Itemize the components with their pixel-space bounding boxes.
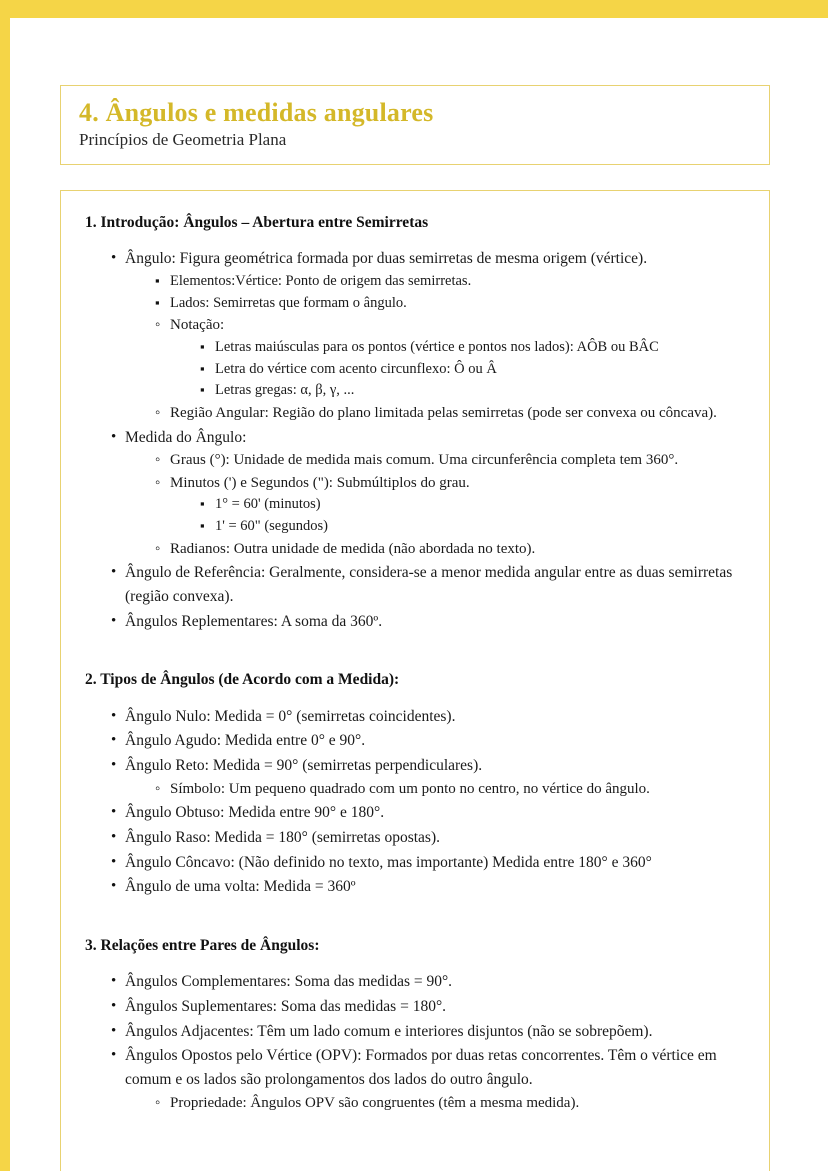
list-item xyxy=(111,426,743,561)
list-item xyxy=(111,995,743,1019)
list-item xyxy=(200,494,743,516)
sublist xyxy=(125,1092,743,1115)
list-item xyxy=(111,1044,743,1114)
list-item xyxy=(155,472,743,538)
section-heading-1: 1. Introdução: Ângulos – Abertura entre Semirretas xyxy=(85,214,429,231)
list-item xyxy=(111,1020,743,1044)
list-item xyxy=(155,449,743,472)
list-item xyxy=(200,359,743,381)
list-item-text: • Medida do Ângulo: xyxy=(125,426,743,450)
list-item xyxy=(155,271,743,293)
list-item-text: ▪ 1' = 60" (segundos) xyxy=(215,516,743,538)
list-item-text: • Ângulo Obtuso: Medida entre 90° e 180°. xyxy=(125,801,743,825)
list-item-text: • Ângulos Suplementares: Soma das medidas = 180°. xyxy=(125,995,743,1019)
list-item xyxy=(155,1092,743,1115)
content-block xyxy=(60,190,770,1171)
list-item xyxy=(111,801,743,825)
sublist xyxy=(125,314,743,424)
sublist xyxy=(170,494,743,538)
list-item-text: ◦ Minutos (') e Segundos ("): Submúltiplos do grau. xyxy=(170,472,743,495)
section-heading-2: 2. Tipos de Ângulos (de Acordo com a Medida): xyxy=(85,671,400,689)
list-item-text: ◦ Região Angular: Região do plano limitada pelas semirretas (pode ser convexa ou côncava). xyxy=(170,402,743,425)
sublist xyxy=(170,337,743,402)
list-item-text: • Ângulo: Figura geométrica formada por duas semirretas de mesma origem (vértice). xyxy=(125,247,743,271)
list-item-text: • Ângulo Côncavo: (Não definido no texto, mas importante) Medida entre 180° e 360° xyxy=(125,851,743,875)
list-item xyxy=(111,729,743,753)
list-item xyxy=(155,402,743,425)
list-item xyxy=(111,754,743,800)
list-item-text: • Ângulos Complementares: Soma das medidas = 90°. xyxy=(125,970,743,994)
list-item-text: • Ângulo Reto: Medida = 90° (semirretas perpendiculares). xyxy=(125,754,743,778)
title-block xyxy=(60,85,770,165)
spacer xyxy=(85,634,743,644)
list-item xyxy=(111,875,743,899)
list-item-text: ▪ Lados: Semirretas que formam o ângulo. xyxy=(170,293,743,315)
list-item xyxy=(200,337,743,359)
list-item-text: • Ângulos Adjacentes: Têm um lado comum e interiores disjuntos (não se sobrepõem). xyxy=(125,1020,743,1044)
list-item xyxy=(111,705,743,729)
list-item-text: • Ângulo de Referência: Geralmente, considera-se a menor medida angular entre as duas semirretas (região convexa). xyxy=(125,561,743,608)
list-item xyxy=(155,778,743,801)
list-item xyxy=(200,380,743,402)
list-item xyxy=(155,314,743,402)
list-item-text: ▪ Letra do vértice com acento circunflexo: Ô ou Â xyxy=(215,359,743,381)
list-item xyxy=(155,538,743,561)
list-item-text: ◦ Símbolo: Um pequeno quadrado com um ponto no centro, no vértice do ângulo. xyxy=(170,778,743,801)
section-2-list xyxy=(85,705,743,899)
page-subtitle: Princípios de Geometria Plana xyxy=(79,129,287,149)
list-item xyxy=(111,826,743,850)
list-item-text: • Ângulo Agudo: Medida entre 0° e 90°. xyxy=(125,729,743,753)
sublist xyxy=(125,778,743,801)
left-accent-bar xyxy=(0,0,10,1171)
list-item-text: ▪ Letras gregas: α, β, γ, ... xyxy=(215,380,743,402)
list-item-text: • Ângulos Opostos pelo Vértice (OPV): Formados por duas retas concorrentes. Têm o vértice em comum e os lados são prolongamentos dos lados do outro ângulo. xyxy=(125,1044,743,1091)
list-item xyxy=(111,247,743,424)
spacer xyxy=(85,900,743,910)
sublist xyxy=(125,449,743,560)
section-3-list xyxy=(85,970,743,1114)
list-item xyxy=(200,516,743,538)
list-item-text: ▪ Letras maiúsculas para os pontos (vértice e pontos nos lados): AÔB ou BÂC xyxy=(215,337,743,359)
section-1-list xyxy=(85,247,743,633)
list-item-text: • Ângulo Raso: Medida = 180° (semirretas opostas). xyxy=(125,826,743,850)
list-item-text: ◦ Radianos: Outra unidade de medida (não abordada no texto). xyxy=(170,538,743,561)
list-item xyxy=(111,561,743,608)
list-item-text: ◦ Propriedade: Ângulos OPV são congruentes (têm a mesma medida). xyxy=(170,1092,743,1115)
list-item xyxy=(111,851,743,875)
list-item-text: • Ângulo Nulo: Medida = 0° (semirretas coincidentes). xyxy=(125,705,743,729)
list-item-text: • Ângulo de uma volta: Medida = 360º xyxy=(125,875,743,899)
top-accent-bar xyxy=(0,0,828,18)
list-item-text: ◦ Notação: xyxy=(170,314,743,337)
section-heading-3: 3. Relações entre Pares de Ângulos: xyxy=(85,936,320,954)
list-item-text: ▪ 1° = 60' (minutos) xyxy=(215,494,743,516)
list-item-text: • Ângulos Replementares: A soma da 360º. xyxy=(125,610,743,634)
sublist xyxy=(125,271,743,315)
list-item xyxy=(111,970,743,994)
list-item xyxy=(155,293,743,315)
list-item xyxy=(111,610,743,634)
list-item-text: ◦ Graus (°): Unidade de medida mais comum. Uma circunferência completa tem 360°. xyxy=(170,449,743,472)
page-title: 4. Ângulos e medidas angulares xyxy=(79,98,434,127)
list-item-text: ▪ Elementos:Vértice: Ponto de origem das semirretas. xyxy=(170,271,743,293)
